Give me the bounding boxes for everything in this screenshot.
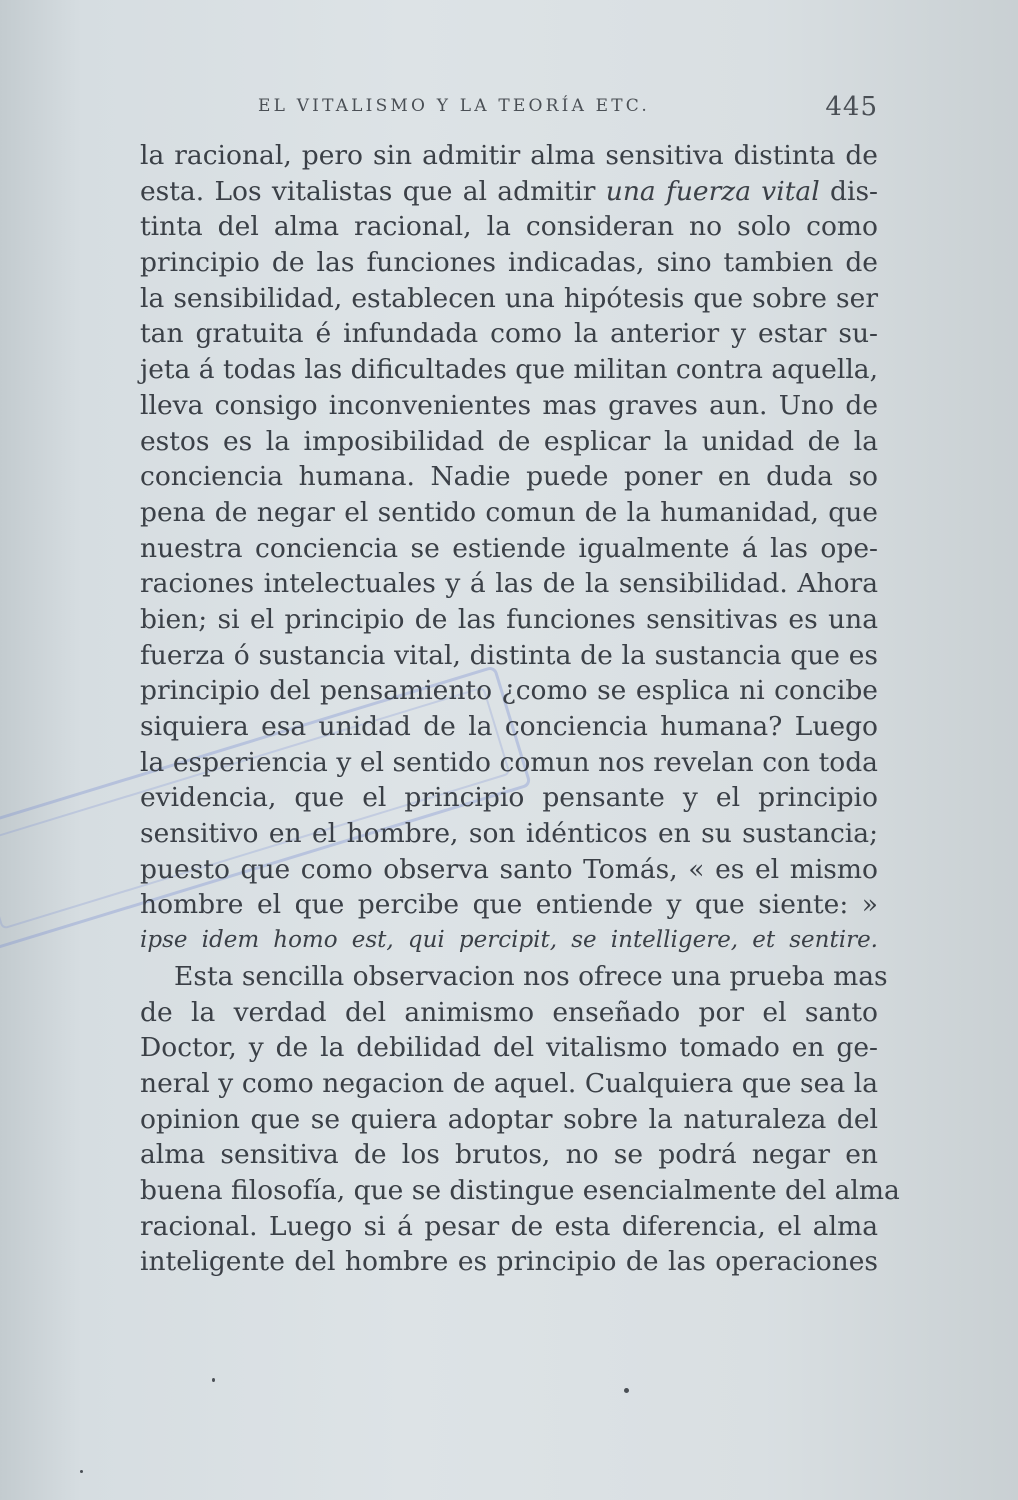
text-line: inteligente del hombre es principio de las operaciones xyxy=(140,1246,878,1278)
text-line-end: dis- xyxy=(830,175,878,207)
text-line: tinta del alma racional, la consideran no solo como xyxy=(140,211,878,243)
text-line: conciencia humana. Nadie puede poner en duda so xyxy=(140,461,878,493)
text-line: fuerza ó sustancia vital, distinta de la sustancia que es xyxy=(140,639,878,671)
text-line: la esperiencia y el sentido comun nos revelan con toda xyxy=(140,746,878,778)
text-line: hombre el que percibe que entiende y que siente: » xyxy=(140,889,878,921)
text-line: racional. Luego si á pesar de esta diferencia, el alma xyxy=(140,1210,878,1242)
text-line-start: esta. Los vitalistas que al admitir xyxy=(140,175,596,207)
italic-phrase: una fuerza vital xyxy=(605,175,820,207)
text-line: la sensibilidad, establecen una hipótesis que sobre ser xyxy=(140,282,878,314)
text-line xyxy=(140,174,878,210)
page-number: 445 xyxy=(825,92,878,122)
text-line: raciones intelectuales y á las de la sensibilidad. Ahora xyxy=(140,568,878,600)
scan-speck xyxy=(212,1378,215,1382)
text-line: Doctor, y de la debilidad del vitalismo tomado en ge- xyxy=(140,1032,878,1064)
text-line: lleva consigo inconvenientes mas graves aun. Uno de xyxy=(140,389,878,421)
text-line: evidencia, que el principio pensante y el principio xyxy=(140,782,878,814)
text-line: de la verdad del animismo enseñado por el santo xyxy=(140,996,878,1028)
text-line: Esta sencilla observacion nos ofrece una prueba mas xyxy=(174,960,888,992)
text-line: opinion que se quiera adoptar sobre la naturaleza del xyxy=(140,1103,878,1135)
text-line: puesto que como observa santo Tomás, « es el mismo xyxy=(140,853,878,885)
text-line: pena de negar el sentido comun de la humanidad, que xyxy=(140,496,878,528)
text-line: bien; si el principio de las funciones sensitivas es una xyxy=(140,603,878,635)
text-line: sensitivo en el hombre, son idénticos en su sustancia; xyxy=(140,818,878,850)
text-line: la racional, pero sin admitir alma sensitiva distinta de xyxy=(140,140,878,171)
text-line: estos es la imposibilidad de esplicar la unidad de la xyxy=(140,425,878,457)
text-line: nuestra conciencia se estiende igualmente á las ope- xyxy=(140,532,878,564)
text-line: neral y como negacion de aquel. Cualquiera que sea la xyxy=(140,1067,878,1099)
scan-speck xyxy=(80,1470,83,1473)
text-line: principio del pensamiento ¿como se esplica ni concibe xyxy=(140,675,878,707)
text-line: principio de las funciones indicadas, sino tambien de xyxy=(140,247,878,279)
text-line: alma sensitiva de los brutos, no se podrá negar en xyxy=(140,1139,878,1171)
running-title: EL VITALISMO Y LA TEORÍA ETC. xyxy=(258,96,651,116)
text-line: jeta á todas las dificultades que militan contra aquella, xyxy=(140,354,879,386)
text-line: buena filosofía, que se distingue esencialmente del alma xyxy=(140,1174,900,1206)
text-line: tan gratuita é infundada como la anterior y estar su- xyxy=(140,318,878,350)
text-line: siquiera esa unidad de la conciencia humana? Luego xyxy=(140,711,878,742)
body-text xyxy=(140,138,900,1280)
scan-speck xyxy=(624,1388,629,1393)
page-header xyxy=(258,92,878,132)
latin-quotation: ipse idem homo est, qui percipit, se intelligere, et sentire. xyxy=(140,927,878,954)
